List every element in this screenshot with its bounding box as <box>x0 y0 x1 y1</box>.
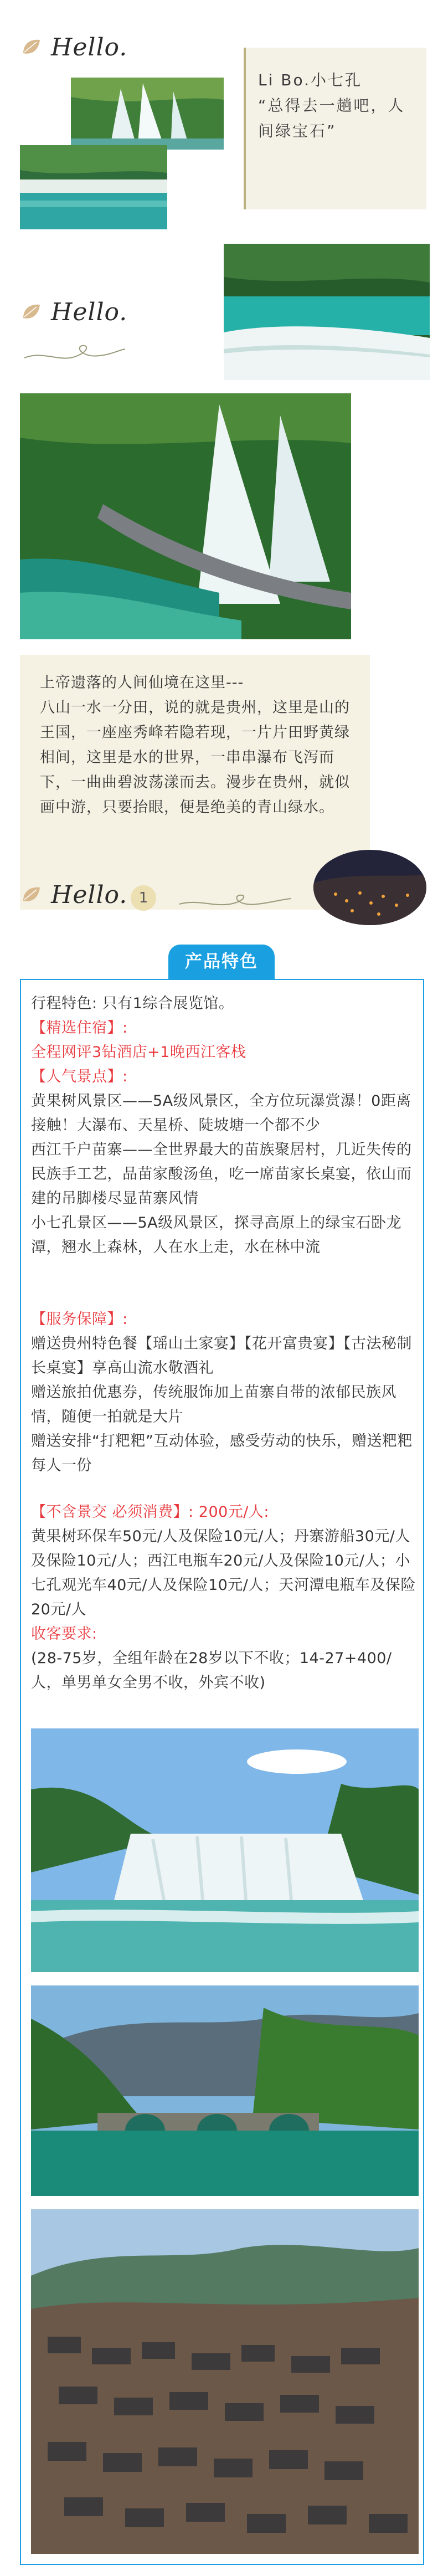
leaf-icon <box>21 301 43 324</box>
hello-word: Hello. <box>51 298 128 326</box>
hotel-text: 全程网评3钻酒店+1晚西江客栈 <box>31 1044 246 1061</box>
service-text: 赠送贵州特色餐【瑶山土家宴】【花开富贵宴】【古法秘制长桌宴】享高山流水敬酒礼 赠送旅拍优惠券，传统服饰加上苗寨自带的浓郁民族风情，随便一拍就是大片 赠送安排“打粑粑”互动体验，感受劳动的快乐，赠送粑粑每人一份 <box>31 1335 413 1474</box>
leaf-icon <box>21 37 43 59</box>
xijiang-village-photo <box>31 2209 419 2554</box>
fee-text: 黄果树环保车50元/人及保险10元/人；丹寨游船30元/人及保险10元/人；西江电瓶车20元/人及保险10元/人；小七孔观光车40元/人及保险10元/人；天河潭电瓶车及保险20元/人 <box>31 1528 416 1618</box>
intro-line-1: 上帝遗落的人间仙境在这里--- <box>40 674 244 691</box>
huangguoshu-waterfall-photo <box>31 1728 419 1972</box>
quote-card <box>244 48 426 209</box>
fee-heading: 【不含景交 必须消费】: 200元/人: <box>31 1503 269 1521</box>
hello-word: Hello. <box>51 881 128 909</box>
quote-text: “总得去一趟吧，人间绿宝石” <box>258 96 405 140</box>
hello-badge-1 <box>21 33 127 61</box>
service-heading: 【服务保障】: <box>31 1311 128 1328</box>
lake-waterfall-photo <box>224 244 430 380</box>
hello-badge-2 <box>21 298 127 326</box>
waterfall-photo-2 <box>20 145 167 229</box>
night-village-photo <box>313 850 426 925</box>
waterfall-photo-1 <box>71 78 224 150</box>
hello-badge-3 <box>21 881 127 909</box>
feature-line: 行程特色: 只有1综合展览馆。 <box>31 995 234 1012</box>
requirement-heading: 收客要求: <box>31 1625 97 1643</box>
hello-word: Hello. <box>51 33 128 61</box>
product-title: 产品特色 <box>168 945 275 979</box>
stone-bridge-photo <box>31 1985 419 2196</box>
quote-divider <box>244 48 246 209</box>
hotel-heading: 【精选住宿】: <box>31 1019 128 1036</box>
swirl-decoration <box>177 891 293 913</box>
waterfall-road-photo <box>20 393 351 639</box>
intro-card <box>20 655 370 910</box>
hello-number-badge: 1 <box>131 885 156 911</box>
quote-author: Li Bo.小七孔 <box>258 71 363 89</box>
swirl-decoration <box>22 339 127 367</box>
requirement-text: (28-75岁，全组年龄在28岁以下不收；14-27+400/人，单男单女全男不收，外宾不收) <box>31 1650 392 1691</box>
intro-line-2: 八山一水一分田，说的就是贵州，这里是山的王国，一座座秀峰若隐若现，一片片田野黄绿相间，这里是水的世界，一串串瀑布飞泻而下，一曲曲碧波荡漾而去。漫步在贵州，就似画中游，只要抬眼，便是绝美的青山绿水。 <box>40 699 350 816</box>
spots-heading: 【人气景点】: <box>31 1068 128 1085</box>
leaf-icon <box>21 884 43 906</box>
spots-text: 黄果树风景区——5A级风景区，全方位玩瀑赏瀑！0距离接触！大瀑布、天星桥、陡坡塘一个都不少 西江千户苗寨——全世界最大的苗族聚居村，几近失传的民族手工艺，品苗家酸汤鱼，吃一席苗家长桌宴，依山而建的吊脚楼尽显苗寨风情 小七孔景区——5A级风景区，探寻高原上的绿宝石卧龙潭，翘水上森林，人在水上走，水在林中流 <box>31 1092 412 1256</box>
